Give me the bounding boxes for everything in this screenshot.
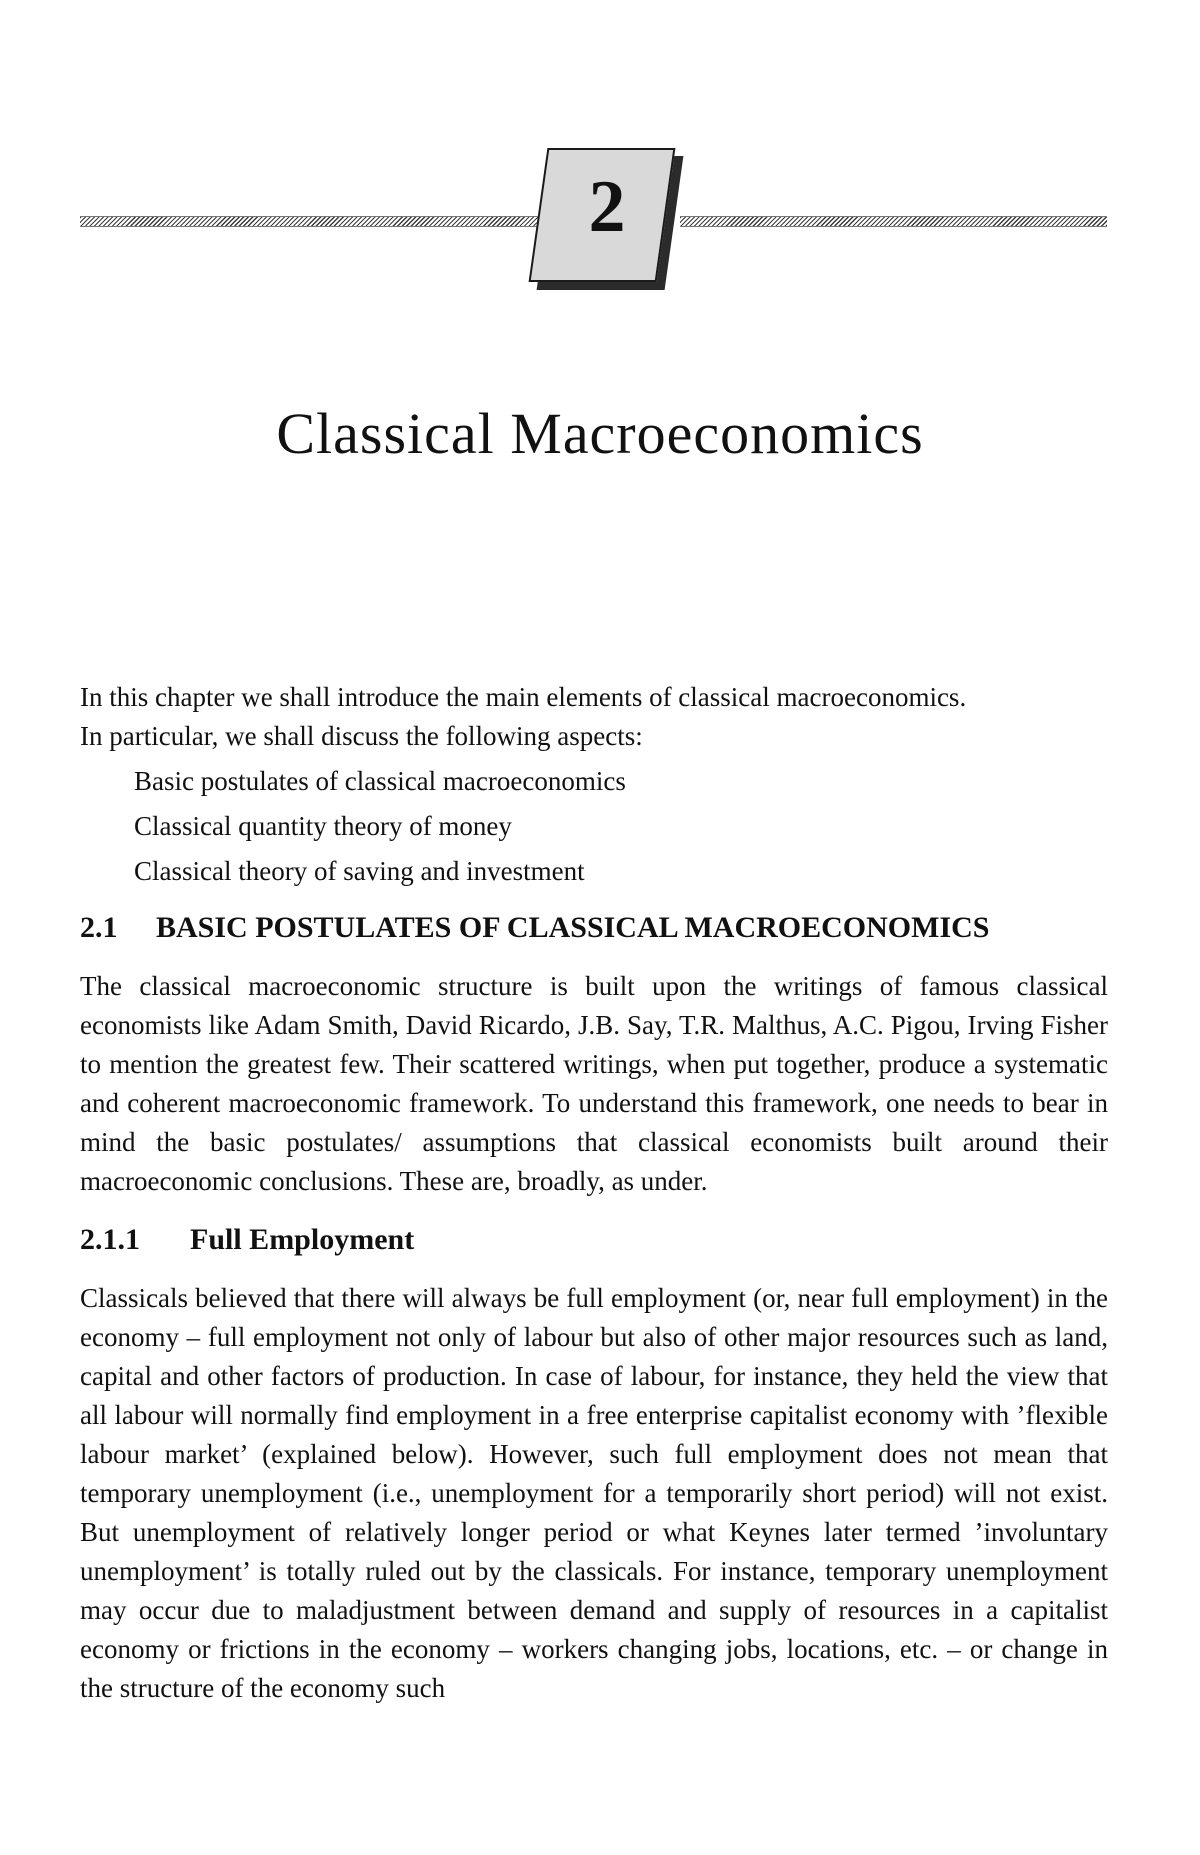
aspect-item: Basic postulates of classical macroeconomics [134,766,626,796]
chapter-intro [80,678,1108,891]
section-heading [80,909,1108,947]
chapter-title: Classical Macroeconomics [276,401,924,466]
decorative-rule-right [680,216,1107,227]
chapter-number: 2 [588,166,626,248]
section-title: BASIC POSTULATES OF CLASSICAL MACROECONOMICS [156,911,990,944]
intro-line-2: In particular, we shall discuss the following aspects: [80,721,643,751]
aspects-list [80,762,1108,891]
aspect-item: Classical quantity theory of money [134,811,512,841]
subsection-number: 2.1.1 [80,1223,140,1256]
decorative-rule-left [80,216,538,227]
chapter-number-badge [538,148,678,298]
subsection-paragraph: Classicals believed that there will always be full employment (or, near full employment) in the economy – full employment not only of labour but also of other major resources such as land, capital and other factors of production. In case of labour, for instance, they held the view that all labour will normally find employment in a free enterprise capitalist economy with ’flexible labour market’ (explained below). However, such full employment does not mean that temporary unemployment (i.e., unemployment for a temporarily short period) will not exist. But unemployment of relatively longer period or what Keynes later termed ’involuntary unemployment’ is totally ruled out by the classicals. For instance, temporary unemployment may occur due to maladjustment between demand and supply of resources in a capitalist economy or frictions in the economy – workers changing jobs, locations, etc. – or change in the structure of the economy such [80,1283,1108,1703]
aspect-item: Classical theory of saving and investment [134,856,585,886]
subsection-heading [80,1221,1108,1259]
section-number: 2.1 [80,911,118,944]
intro-line-1: In this chapter we shall introduce the main elements of classical macroeconomics. [80,682,967,712]
section-paragraph: The classical macroeconomic structure is built upon the writings of famous classical economists like Adam Smith, David Ricardo, J.B. Say, T.R. Malthus, A.C. Pigou, Irving Fisher to mention the greatest few. Their scattered writings, when put together, produce a systematic and coherent macroeconomic framework. To understand this framework, one needs to bear in mind the basic postulates/ assumptions that classical economists built around their macroeconomic conclusions. These are, broadly, as under. [80,971,1108,1196]
chapter-content [80,678,1108,1708]
subsection-title: Full Employment [190,1223,415,1256]
